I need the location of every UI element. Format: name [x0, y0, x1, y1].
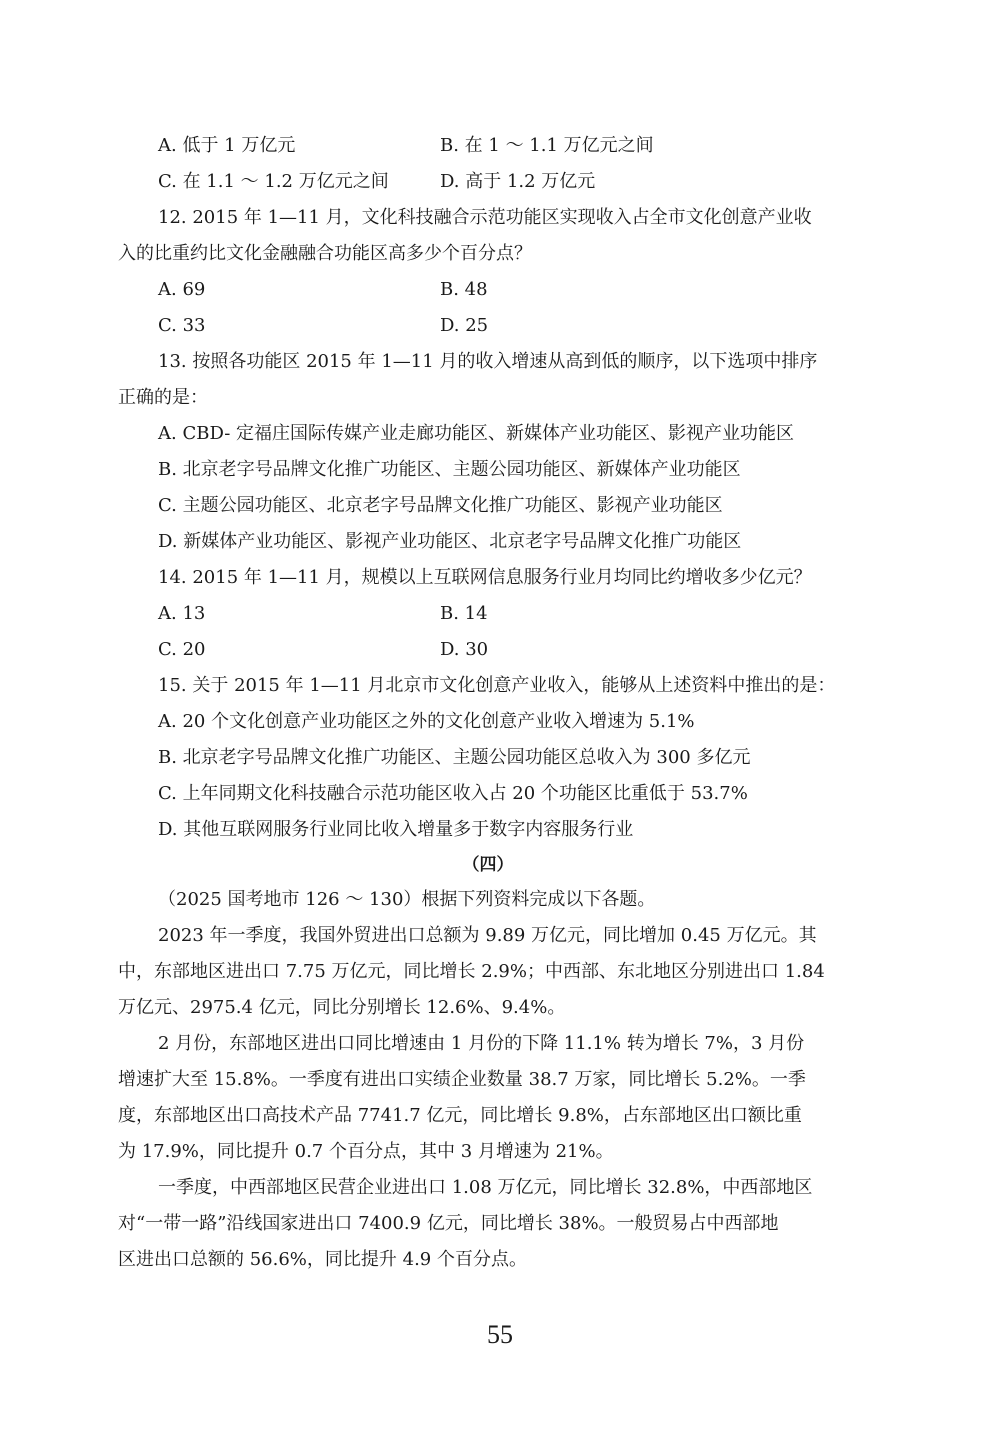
page-content	[118, 128, 858, 1278]
q14-options-row-2	[118, 632, 858, 668]
q14-option-b: B. 14	[440, 603, 488, 624]
para2-line-1: 2 月份，东部地区进出口同比增速由 1 月份的下降 11.1% 转为增长 7%，3 月份	[158, 1033, 805, 1054]
q14-option-a: A. 13	[158, 603, 206, 624]
q12-options-row-2	[118, 308, 858, 344]
para3-line-3: 区进出口总额的 56.6%，同比提升 4.9 个百分点。	[118, 1249, 527, 1270]
q13-option-b: B. 北京老字号品牌文化推广功能区、主题公园功能区、新媒体产业功能区	[158, 459, 741, 480]
q11-options-row-1	[118, 128, 858, 164]
q14-option-c: C. 20	[158, 639, 206, 660]
q12-option-d: D. 25	[440, 315, 489, 336]
q15-option-b: B. 北京老字号品牌文化推广功能区、主题公园功能区总收入为 300 多亿元	[158, 747, 751, 768]
para1-line-2: 中，东部地区进出口 7.75 万亿元，同比增长 2.9%；中西部、东北地区分别进出口 1.84	[118, 961, 825, 982]
q13-option-c: C. 主题公园功能区、北京老字号品牌文化推广功能区、影视产业功能区	[158, 495, 723, 516]
section-heading: （四）	[462, 855, 514, 875]
q14-options-row-1	[118, 596, 858, 632]
section-intro: （2025 国考地市 126 ～ 130）根据下列资料完成以下各题。	[158, 889, 656, 910]
q11-option-d: D. 高于 1.2 万亿元	[440, 171, 596, 192]
q13-stem-line-2: 正确的是：	[118, 387, 208, 408]
page-number: 55	[487, 1320, 513, 1349]
q12-stem-line-2: 入的比重约比文化金融融合功能区高多少个百分点？	[118, 243, 532, 264]
q13-option-a: A. CBD- 定福庄国际传媒产业走廊功能区、新媒体产业功能区、影视产业功能区	[158, 423, 795, 444]
para2-line-4: 为 17.9%，同比提升 0.7 个百分点，其中 3 月增速为 21%。	[118, 1141, 614, 1162]
q15-option-d: D. 其他互联网服务行业同比收入增量多于数字内容服务行业	[158, 819, 634, 840]
q11-option-b: B. 在 1 ～ 1.1 万亿元之间	[440, 135, 654, 156]
para3-line-2: 对“一带一路”沿线国家进出口 7400.9 亿元，同比增长 38%。一般贸易占中西部地	[118, 1213, 779, 1234]
q11-option-a: A. 低于 1 万亿元	[158, 135, 296, 156]
q14-option-d: D. 30	[440, 639, 489, 660]
q12-option-c: C. 33	[158, 315, 206, 336]
q11-option-c: C. 在 1.1 ～ 1.2 万亿元之间	[158, 171, 389, 192]
para2-line-2: 增速扩大至 15.8%。一季度有进出口实绩企业数量 38.7 万家，同比增长 5.2%。一季	[118, 1069, 806, 1090]
q13-option-d: D. 新媒体产业功能区、影视产业功能区、北京老字号品牌文化推广功能区	[158, 531, 742, 552]
q12-option-b: B. 48	[440, 279, 488, 300]
q15-stem-line-1: 15. 关于 2015 年 1—11 月北京市文化创意产业收入，能够从上述资料中推出的是：	[158, 675, 836, 696]
para3-line-1: 一季度，中西部地区民营企业进出口 1.08 万亿元，同比增长 32.8%，中西部地区	[158, 1177, 813, 1198]
q15-option-a: A. 20 个文化创意产业功能区之外的文化创意产业收入增速为 5.1%	[158, 711, 695, 732]
para1-line-3: 万亿元、2975.4 亿元，同比分别增长 12.6%、9.4%。	[118, 997, 566, 1018]
q12-option-a: A. 69	[158, 279, 206, 300]
q11-options-row-2	[118, 164, 858, 200]
para2-line-3: 度，东部地区出口高技术产品 7741.7 亿元，同比增长 9.8%，占东部地区出口额比重	[118, 1105, 802, 1126]
para1-line-1: 2023 年一季度，我国外贸进出口总额为 9.89 万亿元，同比增加 0.45 万亿元。其	[158, 925, 817, 946]
q12-stem-line-1: 12. 2015 年 1—11 月，文化科技融合示范功能区实现收入占全市文化创意产业收	[158, 207, 812, 228]
q14-stem-line-1: 14. 2015 年 1—11 月，规模以上互联网信息服务行业月均同比约增收多少亿元？	[158, 567, 812, 588]
q12-options-row-1	[118, 272, 858, 308]
q13-stem-line-1: 13. 按照各功能区 2015 年 1—11 月的收入增速从高到低的顺序，以下选项中排序	[158, 351, 818, 372]
q15-option-c: C. 上年同期文化科技融合示范功能区收入占 20 个功能区比重低于 53.7%	[158, 783, 748, 804]
